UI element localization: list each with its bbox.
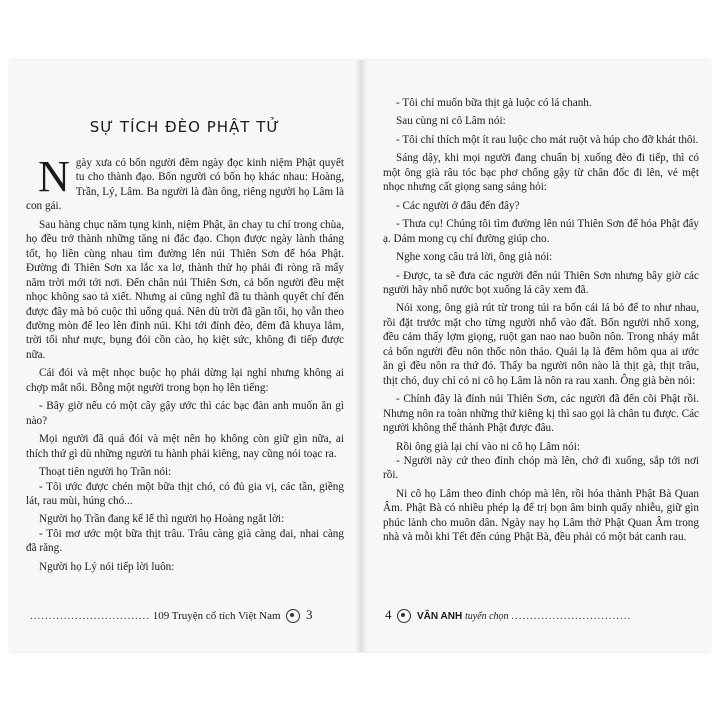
paragraph: Người họ Lý nói tiếp lời luôn: — [39, 560, 175, 573]
paragraph: Sau hàng chục năm tụng kinh, niệm Phật, ăn chay tu chí trong chùa, họ đều trở thành những tăng ni đắc đạo. Chọn được ngày lành tháng tốt, họ liền cùng nhau tìm đường lên núi Thiên Sơn để hóa Phật. Đường đi Thiên Sơn xa lắc xa lơ, thành thử họ phải đi ròng rã mấy năm trời mới tới nơi. Đến chân núi Thiên Sơn, cả bốn người đều mệt nhọc không sao tả xiết. Nhưng ai cũng nghĩ đã tu thành quyết chí đến được đây mà bỏ cuộc thì uổng quá. Nên dù trời đã gần tối, họ vẫn theo đường mòn để leo lên đỉnh núi. Khi tới đỉnh đèo, đêm đã khuya lắm, trời tối như mực, bụng đói cồn cào, họ kiệt sức, không đi tiếp được nữa. — [26, 218, 344, 361]
paragraph: Nghe xong câu trả lời, ông già nói: — [396, 251, 553, 264]
left-page — [26, 118, 344, 574]
publisher-subtitle: tuyển chọn — [464, 611, 509, 622]
book-gutter — [355, 60, 367, 652]
paragraph: Ni cô họ Lâm theo đỉnh chóp mà lên, rồi hóa thành Phật Bà Quan Âm. Phật Bà có nhiều phép lạ để trị bọn âm binh quấy nhiễu, giữ gìn phúc lành cho muôn dân. Ngày nay họ Lâm thờ Phật Quan Âm trong nhà và mỗi khi Tết đến cúng Phật Bà, đều phải có một bát canh rau. — [383, 487, 699, 544]
paragraph: - Bây giờ nếu có một cây gậy ước thì các bạc đàn anh muốn ăn gì nào? — [26, 400, 344, 427]
paragraph: - Tôi chỉ muốn bữa thịt gà luộc có lá chanh. — [396, 97, 592, 109]
paragraph: - Người này cứ theo đỉnh chóp mà lên, chớ đi xuống, sắp tới nơi rồi. — [383, 454, 699, 482]
page-number: 4 — [385, 607, 392, 622]
paragraph: Sau cùng ni cô Lâm nói: — [396, 115, 506, 128]
left-page-footer: ................................ 109 Truyện cổ tích Việt Nam 3 — [30, 607, 313, 622]
right-page-footer: 4 VÂN ANH tuyển chọn ................................ — [385, 607, 632, 622]
page-number: 3 — [306, 607, 313, 622]
right-page — [383, 96, 699, 545]
paragraph: Mọi người đã quá đói và mệt nên họ không còn giữ gìn nữa, ai thích thứ gì dù những người tu hành phải kiêng, nay cũng nói toạc ra. — [26, 433, 344, 460]
paragraph: - Thưa cụ! Chúng tôi tìm đường lên núi Thiên Sơn để hóa Phật đấy ạ. Dám mong cụ chỉ đường giúp cho. — [383, 218, 699, 245]
paragraph: Sáng dậy, khi mọi người đang chuẩn bị xuống đèo đi tiếp, thì có một ông già râu tóc bạc phơ chống gậy từ chân đốc đi lên, vẻ mệt nhọc nhưng cất giọng sang sảng hỏi: — [383, 152, 699, 194]
flower-ornament-icon — [286, 609, 300, 623]
paragraph — [26, 152, 344, 214]
paragraph: - Được, ta sẽ đưa các người đến núi Thiên Sơn nhưng bây giờ các người hãy nhổ nước bọt xuống lá cây xem đã. — [383, 269, 699, 296]
paragraph: Rồi ông già lại chỉ vào ni cô họ Lâm nói: — [396, 440, 580, 453]
drop-cap: N — [38, 152, 70, 201]
paragraph: - Tôi mơ ước một bữa thịt trâu. Trâu càng già càng dai, nhai càng đã răng. — [26, 527, 344, 555]
paragraph: - Tôi ước được chén một bữa thịt chó, có đủ gia vị, các tần, giềng lát, rau mùi, húng chó... — [26, 480, 344, 507]
paragraph: Người họ Trần đang kể lể thì người họ Hoàng ngắt lời: — [39, 513, 285, 526]
publisher-brand: VÂN ANH — [417, 611, 463, 622]
paragraph: Cái đói và mệt nhọc buộc họ phải dừng lại nghỉ nhưng không ai chợp mắt nổi. Bỗng một người trong bọn họ lên tiếng: — [26, 367, 344, 394]
paragraph: - Chính đây là đỉnh núi Thiên Sơn, các người đã đến cõi Phật rồi. Nhưng nôn ra toàn những thứ kiêng kị thì sao gọi là chân tu được. Các người không thể thành Phật được đâu. — [383, 393, 700, 435]
paragraph-text: gày xưa có bốn người đêm ngày đọc kinh niệm Phật quyết tu cho thành đạo. Bốn người có bốn họ khác nhau: Hoàng, Trần, Lý, Lâm. Ba người là đàn ông, riêng người họ Lâm là con gái. — [26, 157, 344, 213]
book-title: 109 Truyện cổ tích Việt Nam — [152, 610, 281, 622]
flower-ornament-icon — [397, 609, 411, 623]
paragraph: - Tôi chỉ thích một ít rau luộc cho mát ruột và húp cho đỡ khát thôi. — [396, 133, 699, 146]
story-title: SỰ TÍCH ĐÈO PHẬT TỬ — [89, 118, 281, 136]
paragraph: - Các người ở đâu đến đây? — [396, 199, 520, 212]
paragraph: Thoạt tiên người họ Trần nói: — [39, 466, 172, 479]
paragraph: Nói xong, ông già rút từ trong túi ra bốn cái lá bỏ để to như nhau, rồi đặt trước mặt cho từng người nhổ vào đất. Bốn người nhổ xong, đều cảm thấy lợm giọng, ruột gan nao nao buồn nôn. Trong nháy mắt cả bốn người đều nôn thốc nôn tháo. Quái lạ là đêm hôm qua ai ước ăn gì đều nôn ra thứ đó. Thấy ba người nôn nào là thịt gà, thịt trâu, thịt chó, duy chỉ có ni cô họ Lâm là nôn ra rau xanh. Ông già bèn nói: — [383, 302, 699, 387]
